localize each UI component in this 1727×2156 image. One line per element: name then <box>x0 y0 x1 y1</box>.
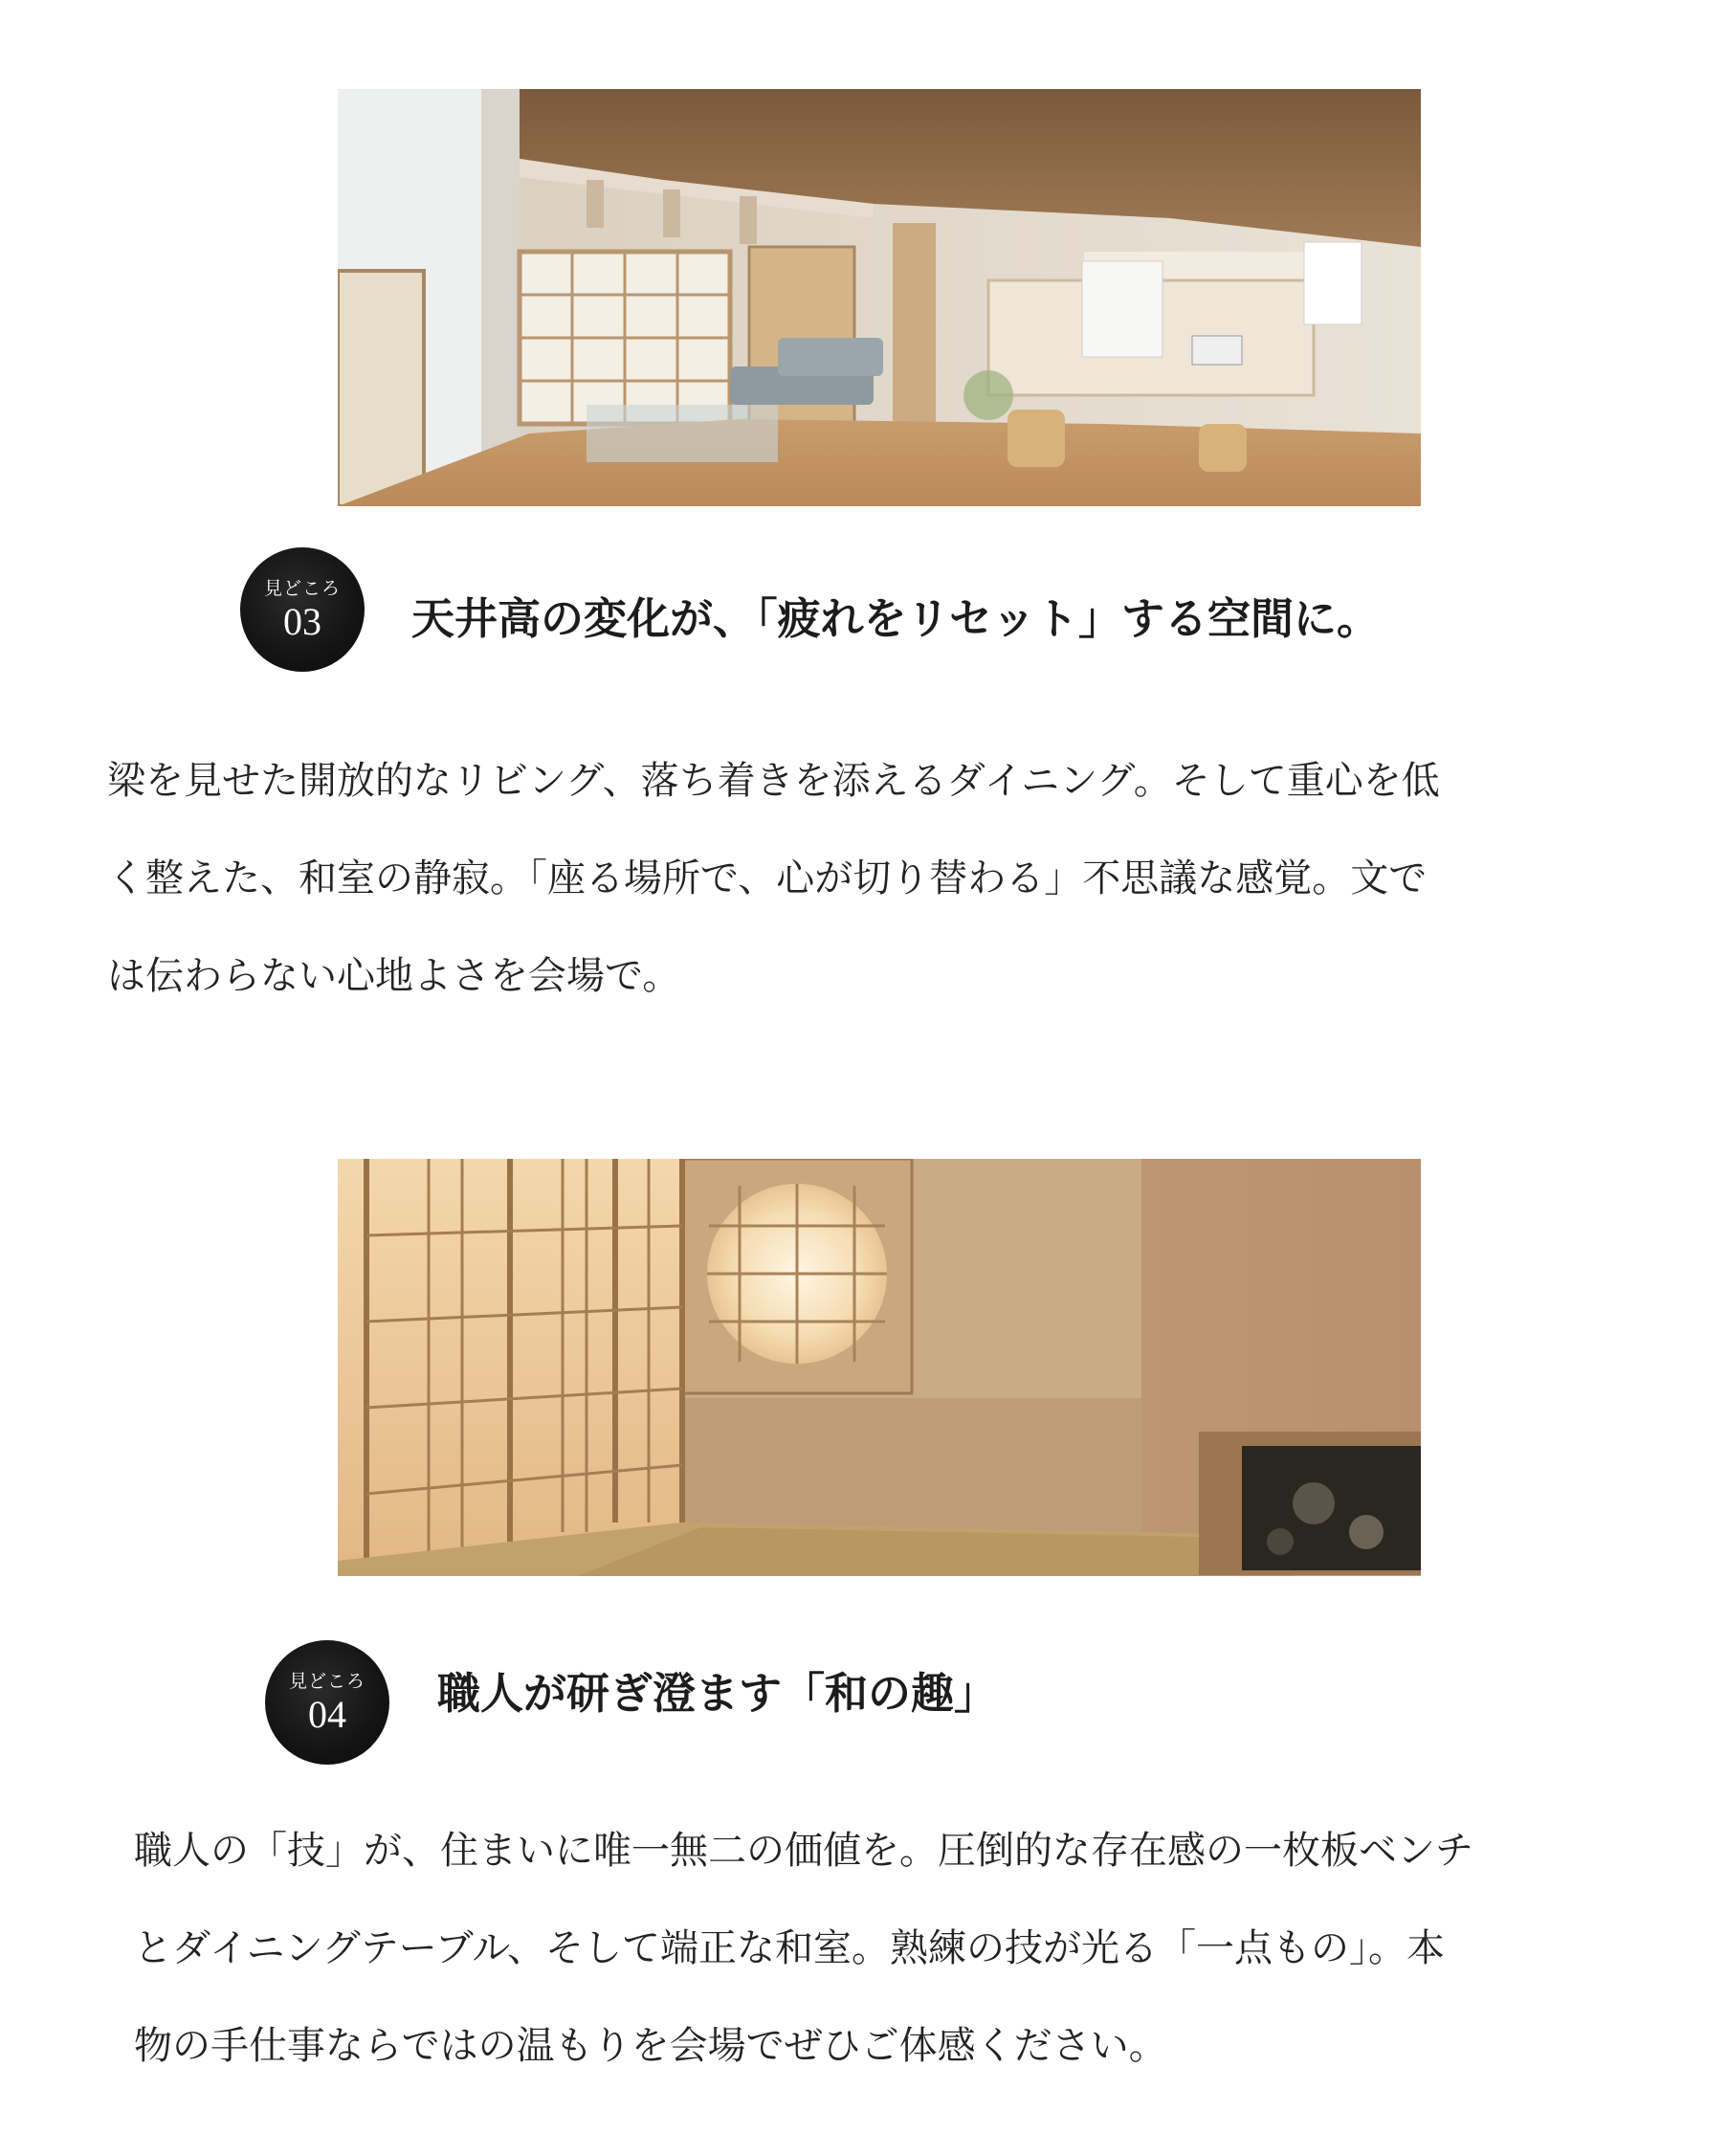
badge-label: 見どころ <box>288 1671 365 1692</box>
section-heading: 天井高の変化が、「疲れをリセット」する空間に。 <box>411 593 1381 644</box>
paragraph-line: は伝わらない心地よさを会場で。 <box>107 954 681 998</box>
section-paragraph <box>134 1802 1722 2095</box>
section-paragraph <box>107 732 1695 1025</box>
badge-number: 04 <box>308 1693 346 1736</box>
living-room-photo <box>338 89 1421 506</box>
washitsu-photo <box>338 1159 1421 1576</box>
paragraph-line: 梁を見せた開放的なリビング、落ち着きを添えるダイニング。そして重心を低 <box>107 759 1440 803</box>
section-heading: 職人が研ぎ澄ます「和の趣」 <box>437 1668 998 1719</box>
badge-number: 03 <box>283 600 321 643</box>
badge-label: 見どころ <box>263 578 341 599</box>
paragraph-line: とダイニングテーブル、そして端正な和室。熟練の技が光る「一点もの」。本 <box>134 1926 1445 1970</box>
paragraph-line: く整えた、和室の静寂。「座る場所で、心が切り替わる」不思議な感覚。文で <box>107 856 1428 900</box>
paragraph-line: 物の手仕事ならではの温もりを会場でぜひご体感ください。 <box>134 2024 1167 2068</box>
paragraph-line: 職人の「技」が、住まいに唯一無二の価値を。圧倒的な存在感の一枚板ベンチ <box>134 1829 1473 1873</box>
highlight-badge-03 <box>240 547 365 672</box>
highlight-badge-04 <box>265 1640 389 1765</box>
